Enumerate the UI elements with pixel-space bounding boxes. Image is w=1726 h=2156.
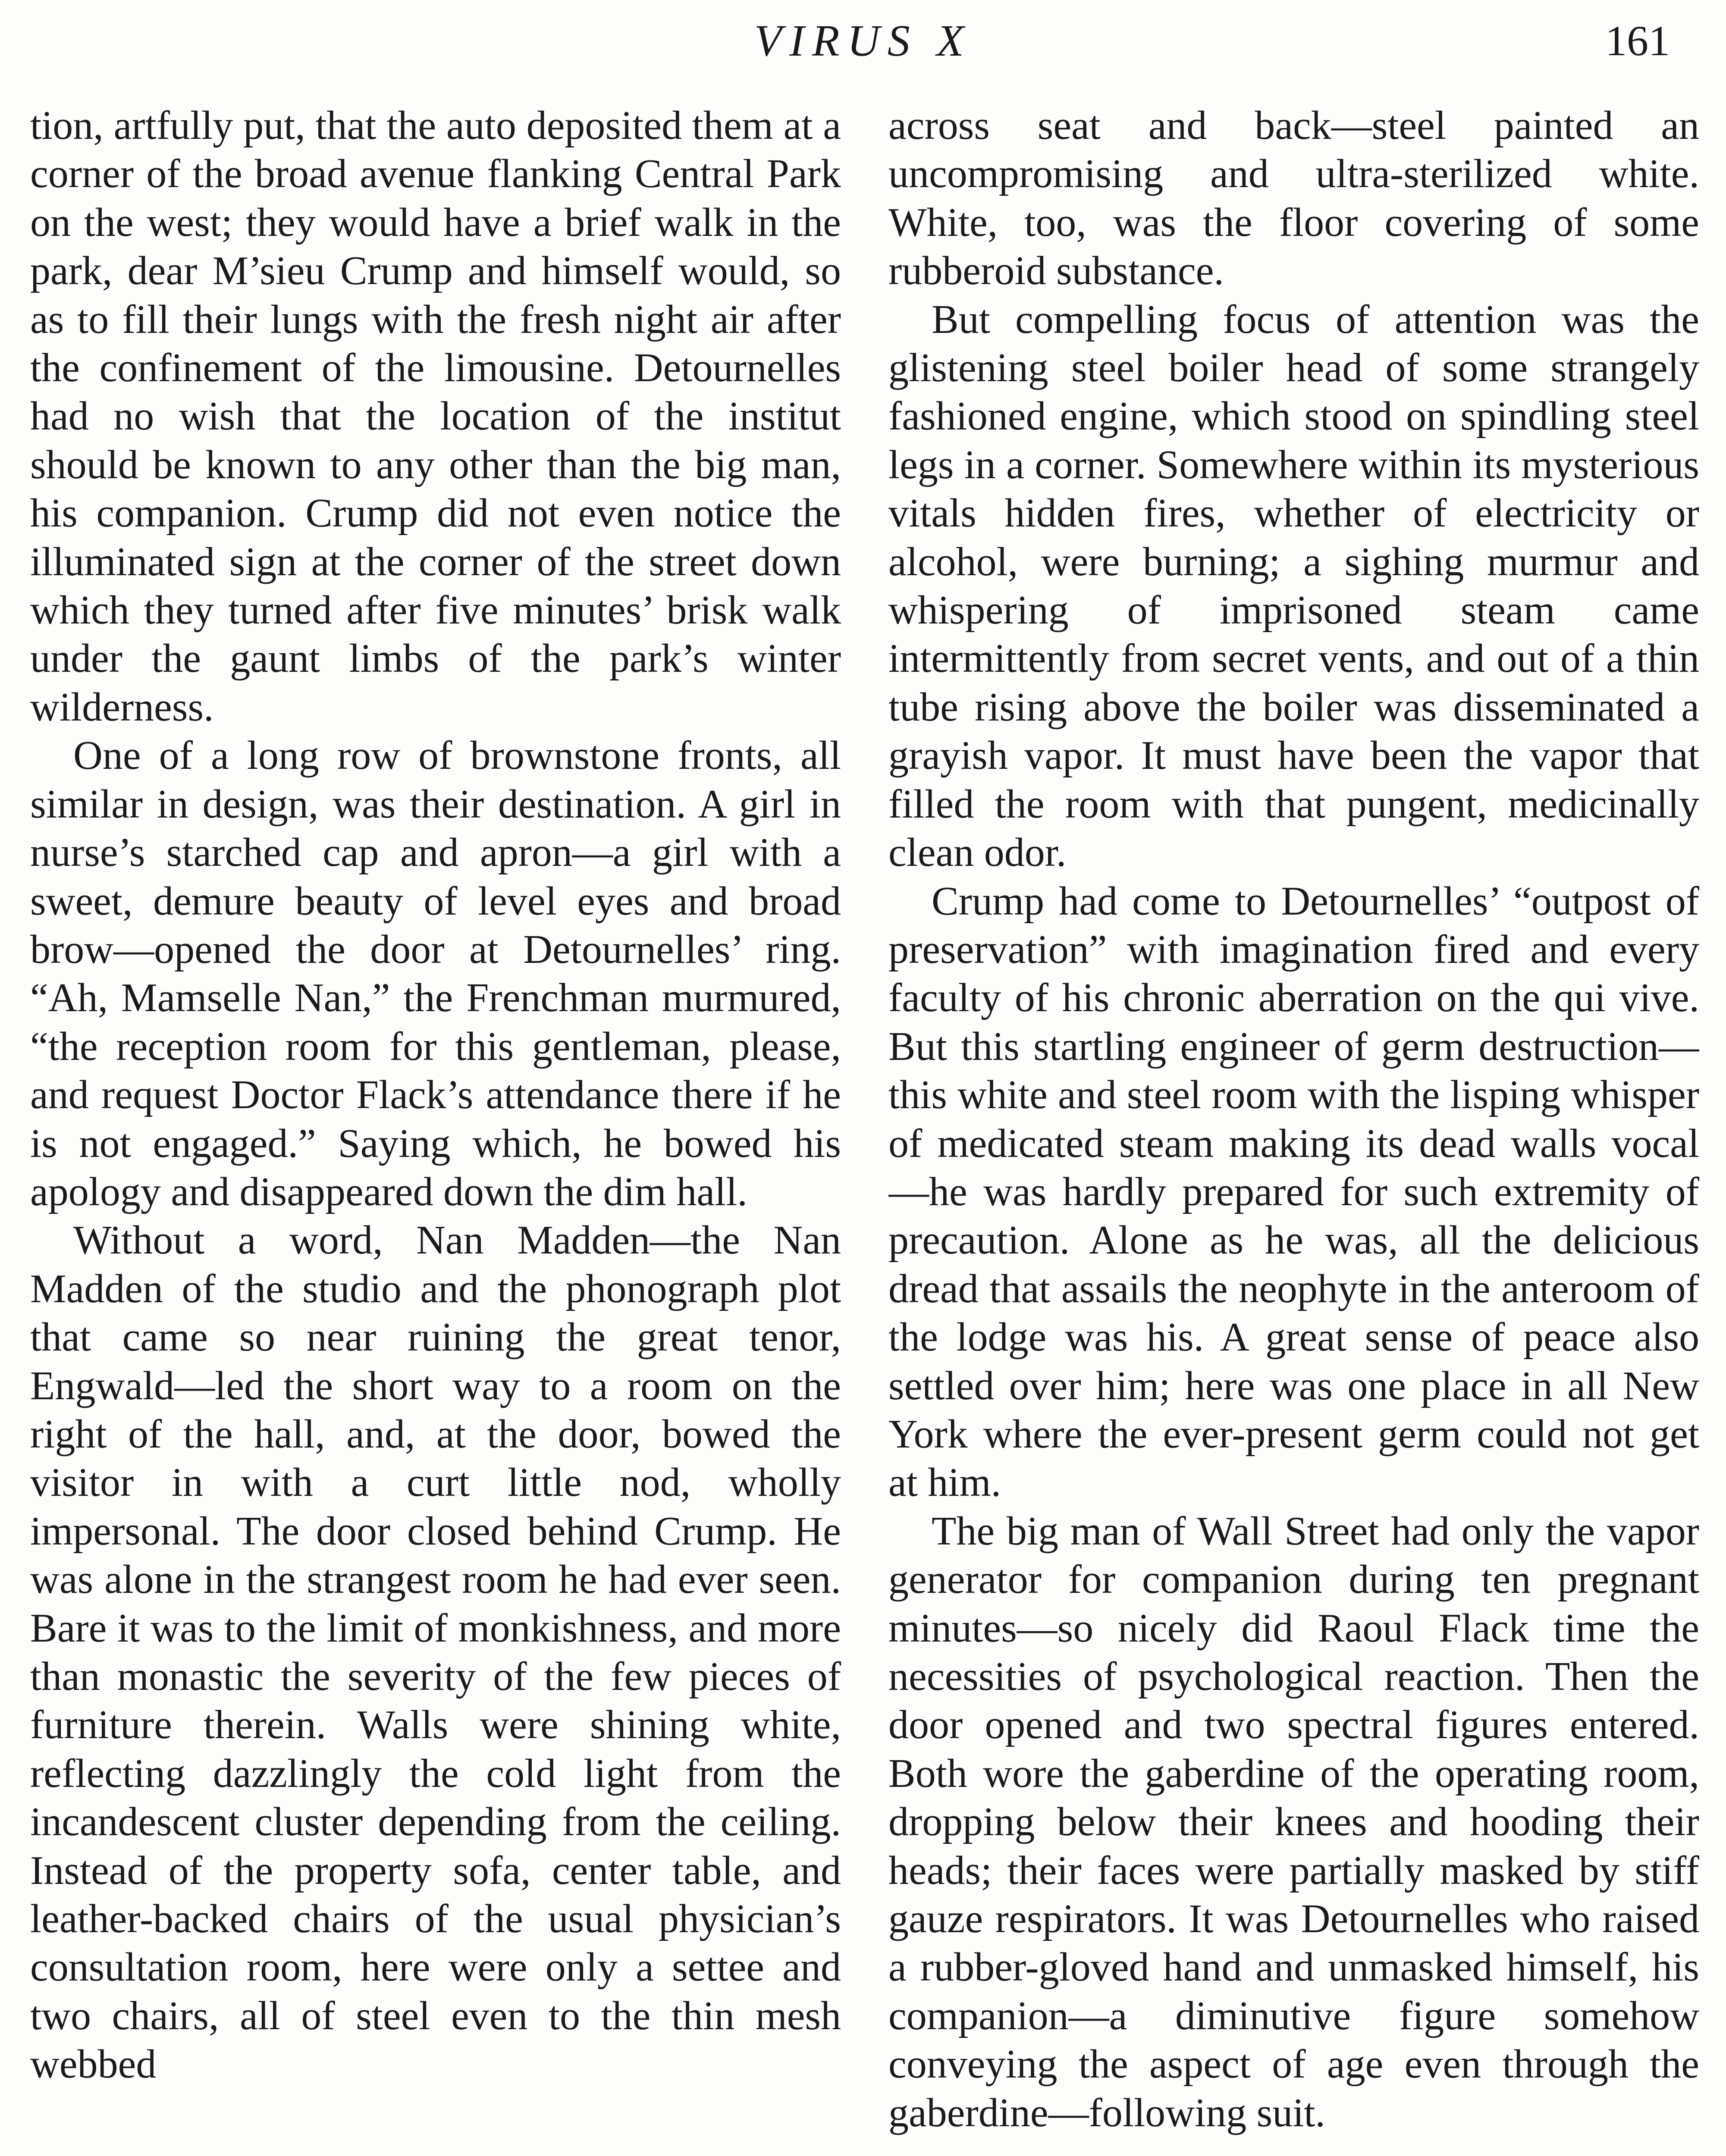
paragraph: The big man of Wall Street had only the vapor generator for companion during ten pregnant minutes—so nicely did Raoul Flack time the necessities of psychological reaction. Then the door opened and two spectral figures entered. Both wore the gaberdine of the operating room, dropping below their knees and hooding their heads; their faces were partially masked by stiff gauze respirators. It was Detournelles who raised a rubber-gloved hand and unmasked himself, his companion—a diminutive figure somehow conveying the aspect of age even through the gaberdine—following suit. bbox=[888, 1508, 1699, 2135]
left-column bbox=[30, 101, 841, 2156]
paragraph: tion, artfully put, that the auto deposited them at a corner of the broad avenue flanking Central Park on the west; they would have a brief walk in the park, dear M’sieu Crump and himself would, so as to fill their lungs with the fresh night air after the confinement of the limousine. Detournelles had no wish that the location of the institut should be known to any other than the big man, his companion. Crump did not even notice the illuminated sign at the corner of the street down which they turned after five minutes’ brisk walk under the gaunt limbs of the park’s winter wilderness. bbox=[30, 103, 841, 730]
paragraph: Crump had come to Detournelles’ “outpost of preservation” with imagination fired and every faculty of his chronic aberration on the qui vive. But this startling engineer of germ destruction—this white and steel room with the lisping whisper of medicated steam making its dead walls vocal—he was hardly prepared for such extremity of precaution. Alone as he was, all the delicious dread that assails the neophyte in the anteroom of the lodge was his. A great sense of peace also settled over him; here was one place in all New York where the ever-present germ could not get at him. bbox=[888, 878, 1699, 1505]
paragraph: Without a word, Nan Madden—the Nan Madden of the studio and the phonograph plot that came so near ruining the great tenor, Engwald—led the short way to a room on the right of the hall, and, at the door, bowed the visitor in with a curt little nod, wholly impersonal. The door closed behind Crump. He was alone in the strangest room he had ever seen. Bare it was to the limit of monkishness, and more than monastic the severity of the few pieces of furniture therein. Walls were shining white, reflecting dazzlingly the cold light from the incandescent cluster depending from the ceiling. Instead of the property sofa, center table, and leather-backed chairs of the usual physician’s consultation room, here were only a settee and two chairs, all of steel even to the thin mesh webbed bbox=[30, 1218, 841, 2087]
paragraph: across seat and back—steel painted an uncompromising and ultra-sterilized white. White, too, was the floor covering of some rubberoid substance. bbox=[888, 103, 1699, 294]
paragraph: One of a long row of brownstone fronts, all similar in design, was their destination. A girl in nurse’s starched cap and apron—a girl with a sweet, demure beauty of level eyes and broad brow—opened the door at Detournelles’ ring. “Ah, Mamselle Nan,” the Frenchman murmured, “the reception room for this gentleman, please, and request Doctor Flack’s attendance there if he is not engaged.” Saying which, he bowed his apology and disappeared down the dim hall. bbox=[30, 733, 841, 1214]
page-number: 161 bbox=[1605, 17, 1670, 65]
running-head bbox=[0, 9, 1726, 73]
text-columns bbox=[30, 101, 1704, 2156]
paragraph: But compelling focus of attention was the glistening steel boiler head of some strangely fashioned engine, which stood on spindling steel legs in a corner. Somewhere within its mysterious vitals hidden fires, whether of electricity or alcohol, were burning; a sighing murmur and whispering of imprisoned steam came intermittently from secret vents, and out of a thin tube rising above the boiler was disseminated a grayish vapor. It must have been the vapor that filled the room with that pungent, medicinally clean odor. bbox=[888, 297, 1699, 875]
right-column bbox=[888, 101, 1699, 2156]
running-title: VIRUS X bbox=[754, 16, 972, 66]
